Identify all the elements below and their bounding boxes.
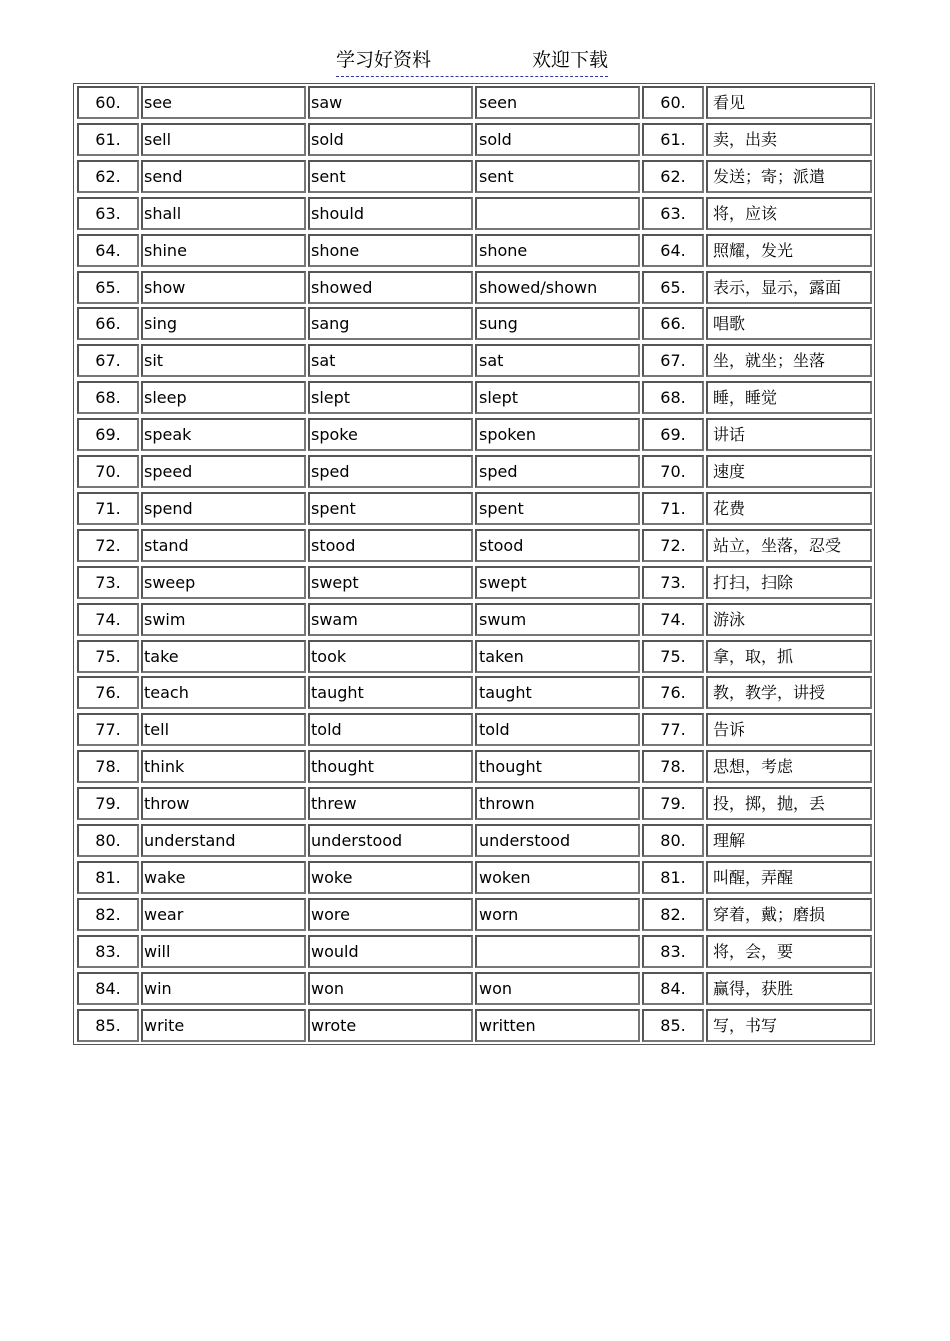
row-number-cell: 69. [77, 418, 139, 451]
table-row [74, 379, 874, 416]
row-number-cell: 78. [77, 750, 139, 783]
base-form-cell: win [141, 972, 306, 1005]
past-participle-cell: won [475, 972, 640, 1005]
past-participle-cell: spent [475, 492, 640, 525]
chinese-meaning-cell: 坐，就坐；坐落 [706, 344, 872, 377]
chinese-meaning-cell: 照耀，发光 [706, 234, 872, 267]
row-number-cell: 62. [77, 160, 139, 193]
table-row [74, 859, 874, 896]
base-form-cell: understand [141, 824, 306, 857]
past-tense-cell: sent [308, 160, 473, 193]
row-number-2-cell: 66. [642, 307, 704, 340]
base-form-cell: tell [141, 713, 306, 746]
row-number-cell: 60. [77, 86, 139, 119]
table-row [74, 933, 874, 970]
row-number-2-cell: 72. [642, 529, 704, 562]
chinese-meaning-cell: 叫醒，弄醒 [706, 861, 872, 894]
base-form-cell: speak [141, 418, 306, 451]
row-number-2-cell: 69. [642, 418, 704, 451]
table-row [74, 232, 874, 269]
row-number-cell: 81. [77, 861, 139, 894]
chinese-meaning-cell: 花费 [706, 492, 872, 525]
row-number-cell: 71. [77, 492, 139, 525]
past-tense-cell: told [308, 713, 473, 746]
base-form-cell: wake [141, 861, 306, 894]
chinese-meaning-cell: 赢得，获胜 [706, 972, 872, 1005]
chinese-meaning-cell: 唱歌 [706, 307, 872, 340]
chinese-meaning-cell: 写，书写 [706, 1009, 872, 1042]
row-number-2-cell: 65. [642, 271, 704, 304]
row-number-cell: 83. [77, 935, 139, 968]
row-number-2-cell: 84. [642, 972, 704, 1005]
past-participle-cell: sung [475, 307, 640, 340]
base-form-cell: sweep [141, 566, 306, 599]
row-number-cell: 80. [77, 824, 139, 857]
past-participle-cell: thought [475, 750, 640, 783]
table-row [74, 453, 874, 490]
base-form-cell: speed [141, 455, 306, 488]
base-form-cell: sing [141, 307, 306, 340]
past-tense-cell: stood [308, 529, 473, 562]
past-participle-cell: sped [475, 455, 640, 488]
chinese-meaning-cell: 穿着，戴；磨损 [706, 898, 872, 931]
past-tense-cell: woke [308, 861, 473, 894]
chinese-meaning-cell: 卖，出卖 [706, 123, 872, 156]
past-participle-cell: sat [475, 344, 640, 377]
past-participle-cell: worn [475, 898, 640, 931]
row-number-cell: 67. [77, 344, 139, 377]
table-row [74, 1007, 874, 1044]
row-number-cell: 68. [77, 381, 139, 414]
chinese-meaning-cell: 发送；寄；派遣 [706, 160, 872, 193]
base-form-cell: swim [141, 603, 306, 636]
base-form-cell: sleep [141, 381, 306, 414]
row-number-2-cell: 71. [642, 492, 704, 525]
row-number-cell: 75. [77, 640, 139, 673]
past-participle-cell [475, 197, 640, 230]
past-tense-cell: would [308, 935, 473, 968]
base-form-cell: wear [141, 898, 306, 931]
row-number-cell: 74. [77, 603, 139, 636]
table-row [74, 785, 874, 822]
chinese-meaning-cell: 讲话 [706, 418, 872, 451]
table-row [74, 564, 874, 601]
row-number-cell: 77. [77, 713, 139, 746]
table-row [74, 305, 874, 342]
past-tense-cell: wore [308, 898, 473, 931]
table-row [74, 342, 874, 379]
row-number-cell: 73. [77, 566, 139, 599]
row-number-2-cell: 62. [642, 160, 704, 193]
row-number-2-cell: 70. [642, 455, 704, 488]
past-tense-cell: threw [308, 787, 473, 820]
past-participle-cell [475, 935, 640, 968]
past-participle-cell: sold [475, 123, 640, 156]
table-row [74, 711, 874, 748]
past-tense-cell: taught [308, 676, 473, 709]
row-number-2-cell: 61. [642, 123, 704, 156]
base-form-cell: send [141, 160, 306, 193]
row-number-cell: 82. [77, 898, 139, 931]
past-tense-cell: understood [308, 824, 473, 857]
chinese-meaning-cell: 告诉 [706, 713, 872, 746]
base-form-cell: stand [141, 529, 306, 562]
past-participle-cell: thrown [475, 787, 640, 820]
row-number-cell: 84. [77, 972, 139, 1005]
past-participle-cell: spoken [475, 418, 640, 451]
row-number-2-cell: 83. [642, 935, 704, 968]
row-number-2-cell: 74. [642, 603, 704, 636]
table-row [74, 490, 874, 527]
table-row [74, 84, 874, 121]
past-tense-cell: sat [308, 344, 473, 377]
row-number-cell: 76. [77, 676, 139, 709]
past-participle-cell: sent [475, 160, 640, 193]
past-tense-cell: swam [308, 603, 473, 636]
table-row [74, 121, 874, 158]
chinese-meaning-cell: 看见 [706, 86, 872, 119]
row-number-2-cell: 82. [642, 898, 704, 931]
past-tense-cell: thought [308, 750, 473, 783]
row-number-cell: 66. [77, 307, 139, 340]
past-participle-cell: written [475, 1009, 640, 1042]
past-tense-cell: shone [308, 234, 473, 267]
base-form-cell: show [141, 271, 306, 304]
table-row [74, 748, 874, 785]
base-form-cell: spend [141, 492, 306, 525]
row-number-2-cell: 76. [642, 676, 704, 709]
past-tense-cell: should [308, 197, 473, 230]
past-participle-cell: taught [475, 676, 640, 709]
base-form-cell: throw [141, 787, 306, 820]
table-row [74, 674, 874, 711]
base-form-cell: take [141, 640, 306, 673]
row-number-2-cell: 85. [642, 1009, 704, 1042]
row-number-2-cell: 68. [642, 381, 704, 414]
page-header [336, 46, 608, 77]
row-number-cell: 61. [77, 123, 139, 156]
past-participle-cell: taken [475, 640, 640, 673]
chinese-meaning-cell: 将，应该 [706, 197, 872, 230]
chinese-meaning-cell: 理解 [706, 824, 872, 857]
table-row [74, 527, 874, 564]
table-row [74, 638, 874, 675]
past-participle-cell: swept [475, 566, 640, 599]
row-number-2-cell: 79. [642, 787, 704, 820]
past-participle-cell: told [475, 713, 640, 746]
table-row [74, 601, 874, 638]
chinese-meaning-cell: 将，会，要 [706, 935, 872, 968]
row-number-cell: 64. [77, 234, 139, 267]
table-row [74, 896, 874, 933]
row-number-2-cell: 64. [642, 234, 704, 267]
past-participle-cell: swum [475, 603, 640, 636]
past-tense-cell: showed [308, 271, 473, 304]
past-tense-cell: slept [308, 381, 473, 414]
past-participle-cell: showed/shown [475, 271, 640, 304]
chinese-meaning-cell: 站立，坐落，忍受 [706, 529, 872, 562]
past-tense-cell: swept [308, 566, 473, 599]
past-tense-cell: won [308, 972, 473, 1005]
past-participle-cell: seen [475, 86, 640, 119]
past-participle-cell: shone [475, 234, 640, 267]
row-number-cell: 63. [77, 197, 139, 230]
row-number-2-cell: 75. [642, 640, 704, 673]
past-participle-cell: woken [475, 861, 640, 894]
row-number-2-cell: 60. [642, 86, 704, 119]
chinese-meaning-cell: 速度 [706, 455, 872, 488]
chinese-meaning-cell: 拿，取，抓 [706, 640, 872, 673]
base-form-cell: will [141, 935, 306, 968]
past-tense-cell: took [308, 640, 473, 673]
chinese-meaning-cell: 游泳 [706, 603, 872, 636]
row-number-2-cell: 67. [642, 344, 704, 377]
table-row [74, 970, 874, 1007]
table-row [74, 269, 874, 306]
base-form-cell: teach [141, 676, 306, 709]
chinese-meaning-cell: 打扫，扫除 [706, 566, 872, 599]
row-number-cell: 85. [77, 1009, 139, 1042]
verb-table [73, 83, 875, 1045]
past-participle-cell: understood [475, 824, 640, 857]
past-participle-cell: stood [475, 529, 640, 562]
base-form-cell: sit [141, 344, 306, 377]
past-tense-cell: sang [308, 307, 473, 340]
table-row [74, 158, 874, 195]
row-number-2-cell: 80. [642, 824, 704, 857]
row-number-2-cell: 77. [642, 713, 704, 746]
row-number-cell: 70. [77, 455, 139, 488]
past-tense-cell: sped [308, 455, 473, 488]
chinese-meaning-cell: 教，教学，讲授 [706, 676, 872, 709]
past-tense-cell: spent [308, 492, 473, 525]
past-tense-cell: saw [308, 86, 473, 119]
chinese-meaning-cell: 思想，考虑 [706, 750, 872, 783]
chinese-meaning-cell: 投，掷，抛，丢 [706, 787, 872, 820]
header-left-text: 学习好资料 [336, 49, 432, 71]
row-number-2-cell: 81. [642, 861, 704, 894]
base-form-cell: see [141, 86, 306, 119]
base-form-cell: shine [141, 234, 306, 267]
row-number-cell: 65. [77, 271, 139, 304]
past-participle-cell: slept [475, 381, 640, 414]
table-row [74, 195, 874, 232]
chinese-meaning-cell: 表示，显示，露面 [706, 271, 872, 304]
table-row [74, 822, 874, 859]
past-tense-cell: sold [308, 123, 473, 156]
row-number-2-cell: 78. [642, 750, 704, 783]
row-number-2-cell: 73. [642, 566, 704, 599]
chinese-meaning-cell: 睡，睡觉 [706, 381, 872, 414]
base-form-cell: shall [141, 197, 306, 230]
table-row [74, 416, 874, 453]
row-number-2-cell: 63. [642, 197, 704, 230]
base-form-cell: write [141, 1009, 306, 1042]
base-form-cell: think [141, 750, 306, 783]
past-tense-cell: wrote [308, 1009, 473, 1042]
row-number-cell: 72. [77, 529, 139, 562]
base-form-cell: sell [141, 123, 306, 156]
past-tense-cell: spoke [308, 418, 473, 451]
header-right-text: 欢迎下载 [531, 49, 608, 71]
row-number-cell: 79. [77, 787, 139, 820]
